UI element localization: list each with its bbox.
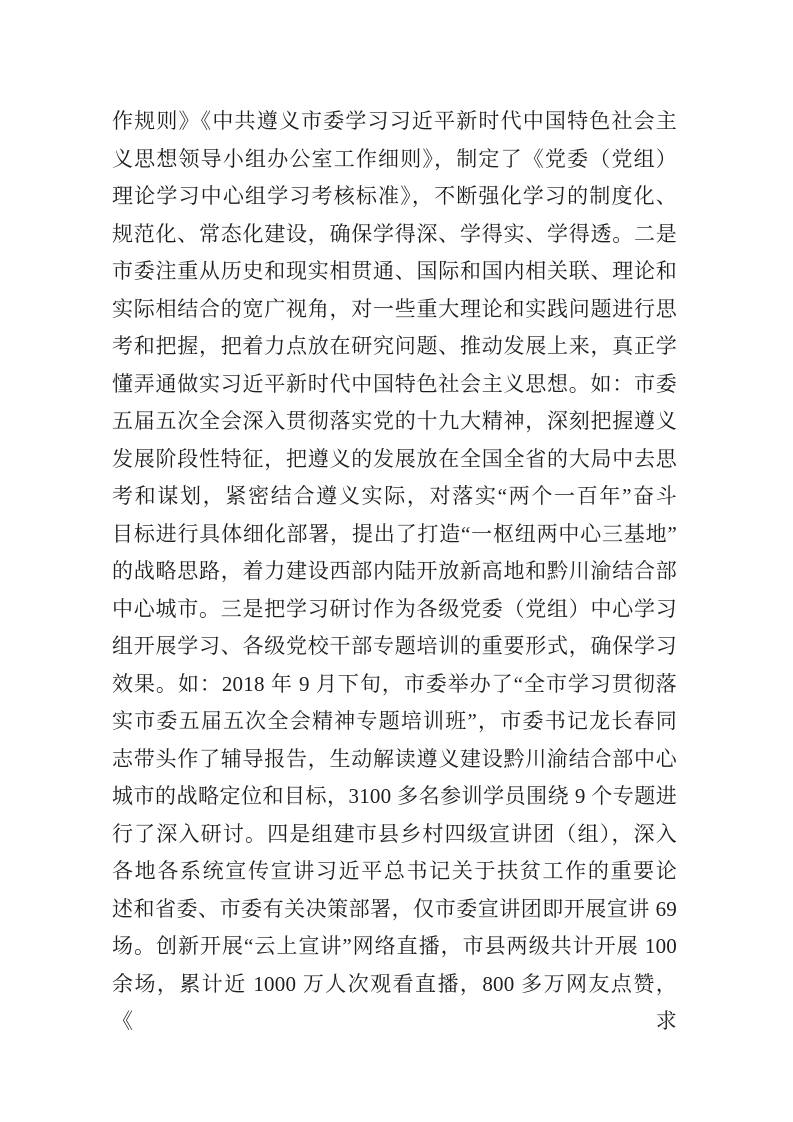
text-line: 实市委五届五次全会精神专题培训班”，市委书记龙长春同 — [112, 709, 677, 733]
text-line: 各地各系统宣传宣讲习近平总书记关于扶贫工作的重要论 — [112, 859, 677, 883]
text-line: 发展阶段性特征，把遵义的发展放在全国全省的大局中去思 — [112, 446, 677, 471]
text-line: 述和省委、市委有关决策部署，仅市委宣讲团即开展宣讲 69 — [112, 896, 677, 921]
text-line: 五届五次全会深入贯彻落实党的十九大精神，深刻把握遵义 — [112, 409, 677, 433]
text-line: 行了深入研讨。四是组建市县乡村四级宣讲团（组），深入 — [112, 821, 677, 846]
text-line: 目标进行具体细化部署，提出了打造“一枢纽两中心三基地” — [112, 521, 677, 546]
text-line: 懂弄通做实习近平新时代中国特色社会主义思想。如：市委 — [112, 371, 677, 396]
text-line: 考和把握，把着力点放在研究问题、推动发展上来，真正学 — [112, 334, 677, 358]
text-line: 规范化、常态化建设，确保学得深、学得实、学得透。二是 — [112, 221, 677, 246]
text-line: 中心城市。三是把学习研讨作为各级党委（党组）中心学习 — [112, 596, 677, 621]
text-line: 城市的战略定位和目标，3100 多名参训学员围绕 9 个专题进 — [112, 784, 677, 808]
text-line: 作规则》《中共遵义市委学习习近平新时代中国特色社会主 — [112, 109, 677, 133]
text-line: 义思想领导小组办公室工作细则》，制定了《党委（党组） — [112, 146, 677, 171]
text-line: 考和谋划，紧密结合遵义实际，对落实“两个一百年”奋斗 — [112, 484, 677, 508]
text-line: 理论学习中心组学习考核标准》，不断强化学习的制度化、 — [112, 184, 677, 208]
text-line: 的战略思路，着力建设西部内陆开放新高地和黔川渝结合部 — [112, 559, 677, 583]
text-line: 志带头作了辅导报告，生动解读遵义建设黔川渝结合部中心 — [112, 746, 677, 771]
text-line: 余场，累计近 1000 万人次观看直播，800 多万网友点赞，《求 — [112, 971, 677, 1033]
text-line: 实际相结合的宽广视角，对一些重大理论和实践问题进行思 — [112, 296, 677, 321]
text-line: 场。创新开展“云上宣讲”网络直播，市县两级共计开展 100 — [112, 934, 677, 958]
text-line: 组开展学习、各级党校干部专题培训的重要形式，确保学习 — [112, 634, 677, 658]
text-line: 市委注重从历史和现实相贯通、国际和国内相关联、理论和 — [112, 259, 677, 283]
body-text-block — [112, 103, 677, 1033]
text-line: 效果。如：2018 年 9 月下旬，市委举办了“全市学习贯彻落 — [112, 671, 677, 696]
